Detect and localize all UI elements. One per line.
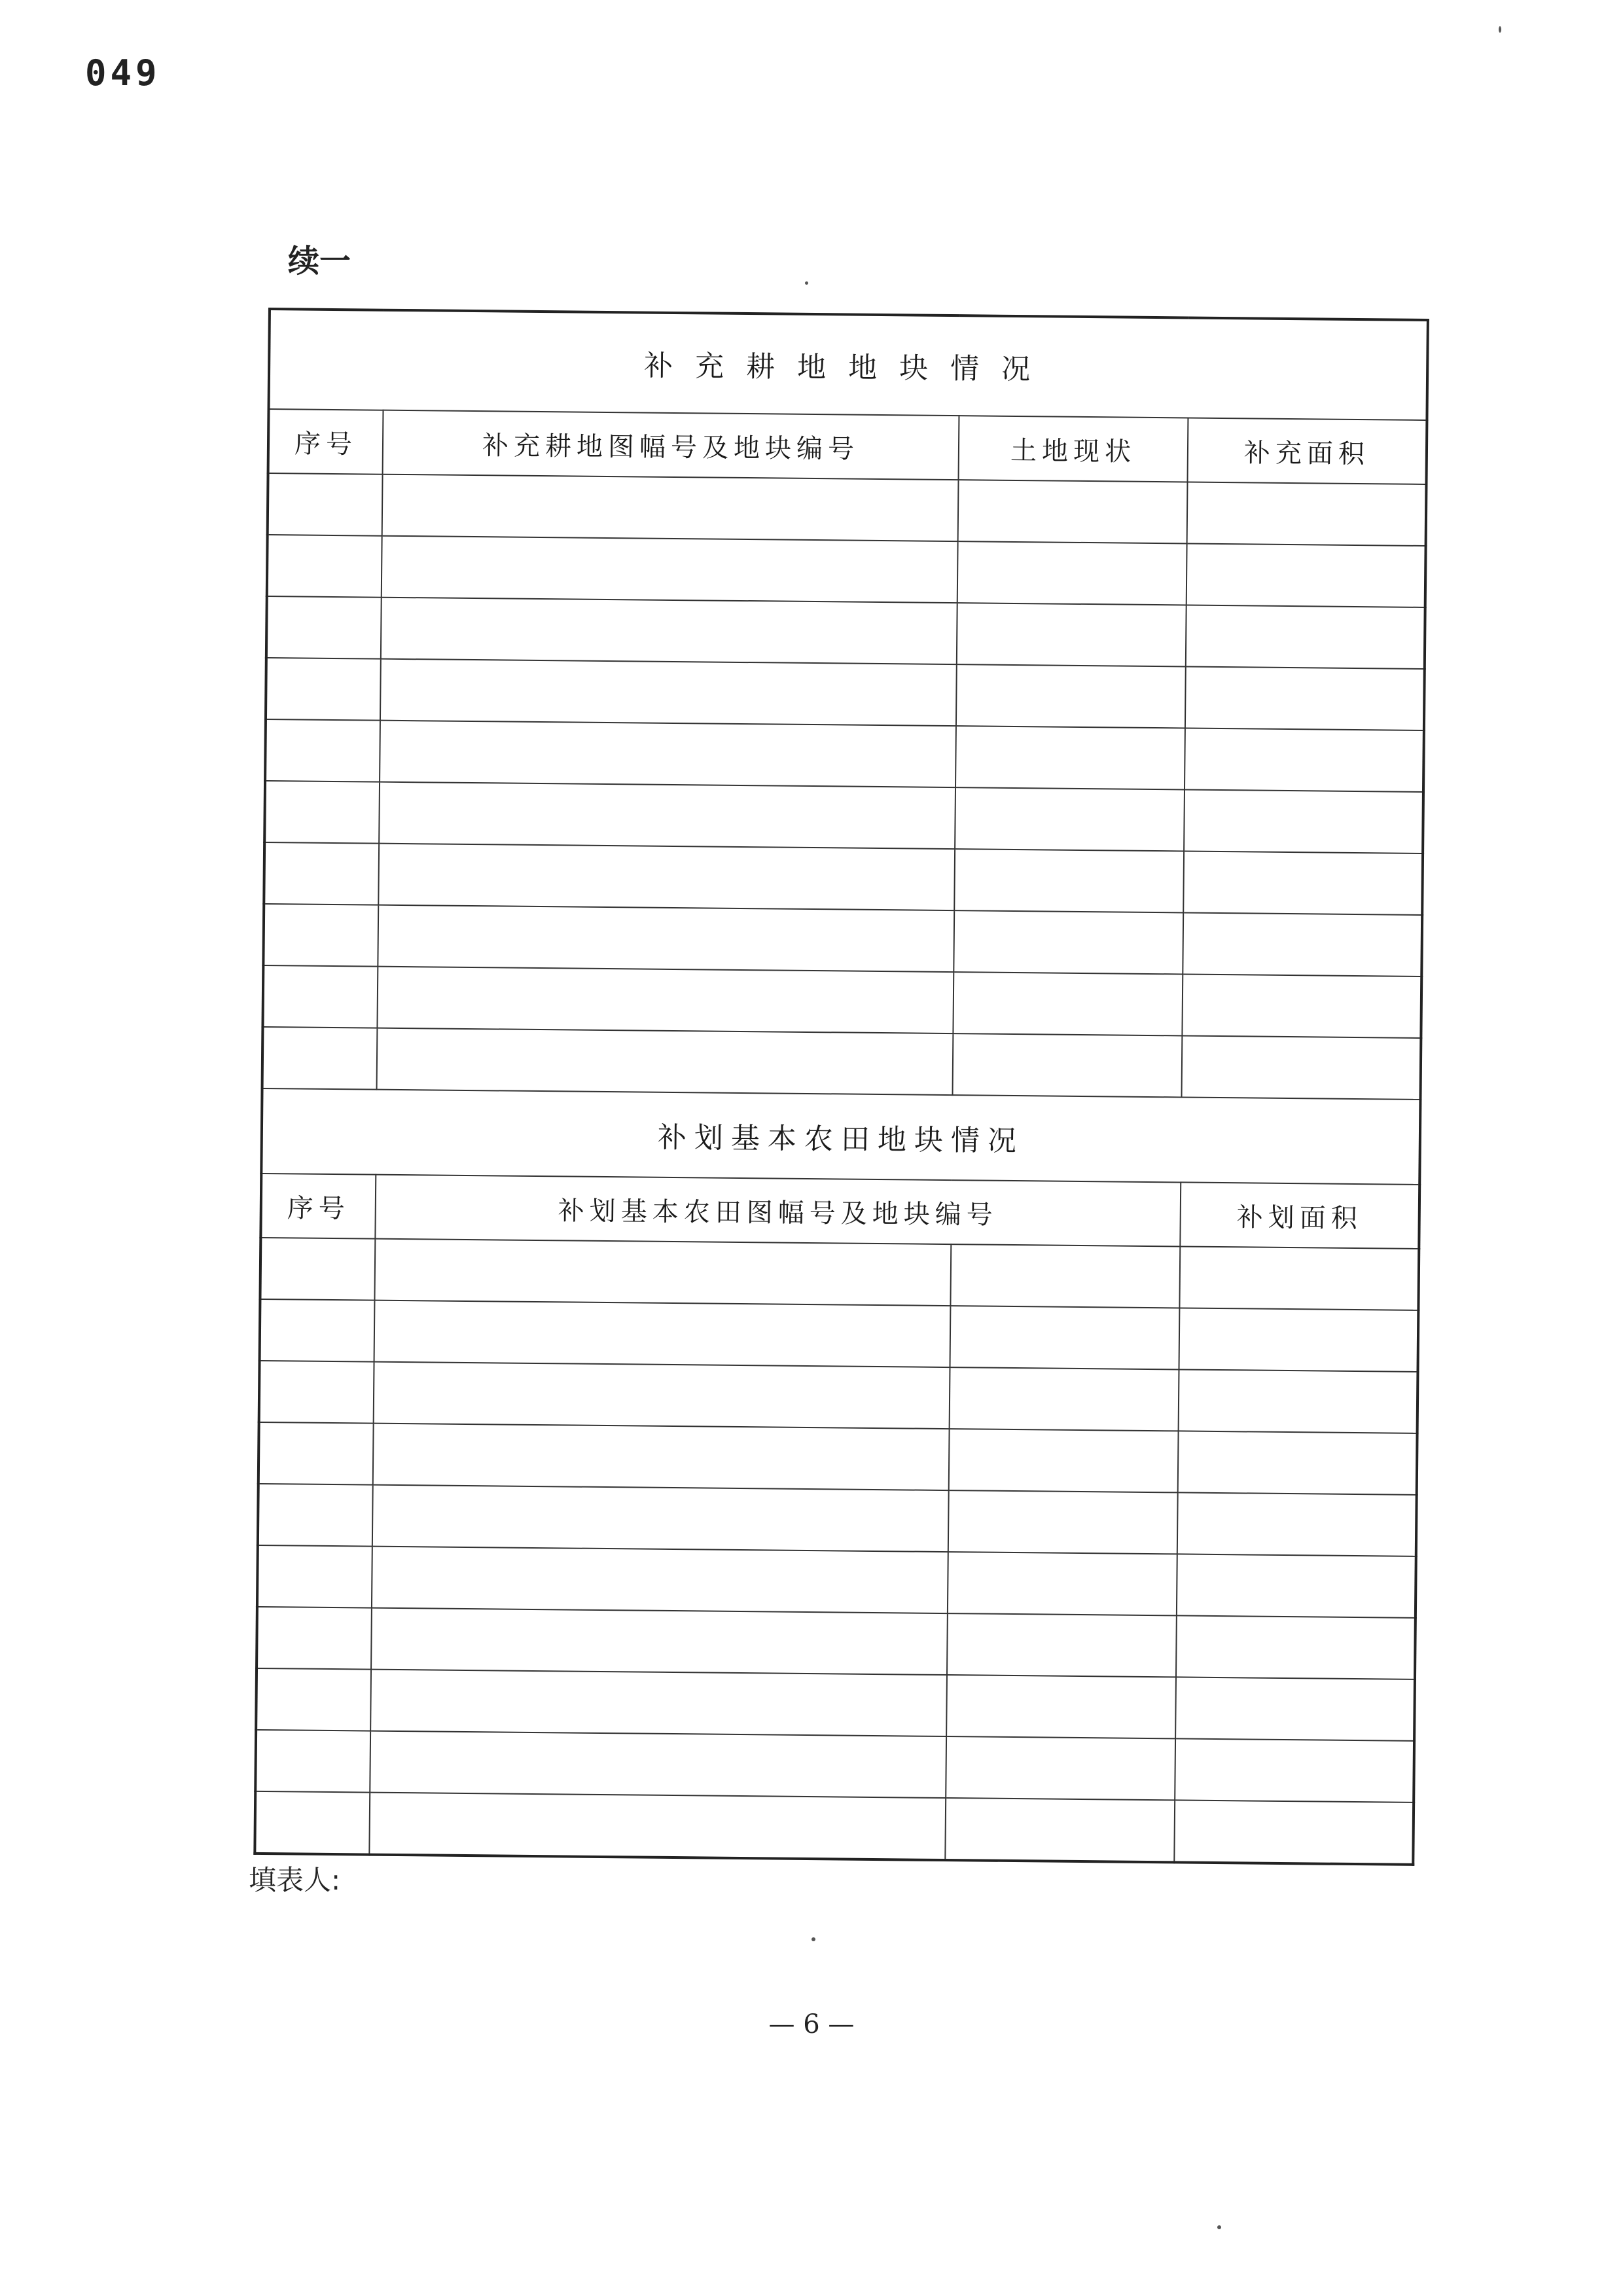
continued-label: 续一 xyxy=(288,243,351,279)
section1-header-land-status: 土地现状 xyxy=(959,416,1188,482)
page-stamp: 049 xyxy=(85,52,161,94)
section2-note-cell[interactable] xyxy=(950,1306,1180,1369)
section2-index-cell[interactable] xyxy=(259,1361,374,1424)
section1-area-cell[interactable] xyxy=(1185,666,1425,730)
section2-area-cell[interactable] xyxy=(1175,1677,1415,1740)
section2-plot-id-cell[interactable] xyxy=(370,1731,946,1798)
section2-area-cell[interactable] xyxy=(1177,1492,1417,1556)
section1-area-cell[interactable] xyxy=(1185,728,1424,791)
section2-header-area: 补划面积 xyxy=(1180,1182,1419,1248)
section1-header-area: 补充面积 xyxy=(1188,418,1427,484)
section2-index-cell[interactable] xyxy=(260,1299,375,1362)
section1-table-row xyxy=(265,719,1424,792)
section1-plot-id-cell[interactable] xyxy=(382,536,958,603)
section2-table-row xyxy=(257,1545,1416,1618)
section1-plot-id-cell[interactable] xyxy=(381,598,957,664)
section1-table-row xyxy=(264,842,1423,915)
section2-title: 补划基本农田地块情况 xyxy=(261,1088,1420,1185)
section2-note-cell[interactable] xyxy=(948,1552,1177,1615)
section1-index-cell[interactable] xyxy=(262,1027,378,1090)
section2-area-cell[interactable] xyxy=(1175,1738,1414,1802)
section2-note-cell[interactable] xyxy=(950,1367,1179,1431)
section1-plot-id-cell[interactable] xyxy=(379,782,955,849)
section2-header-row xyxy=(260,1174,1419,1249)
scan-speck xyxy=(805,281,808,285)
section1-land-status-cell[interactable] xyxy=(955,787,1185,851)
section1-title: 补充耕地地块情况 xyxy=(269,309,1428,420)
section2-note-cell[interactable] xyxy=(949,1429,1179,1492)
section2-area-cell[interactable] xyxy=(1179,1369,1418,1433)
section2-table-row xyxy=(255,1791,1414,1865)
section1-land-status-cell[interactable] xyxy=(954,849,1184,912)
section1-title-row xyxy=(269,309,1428,420)
section2-plot-id-cell[interactable] xyxy=(374,1362,950,1429)
section1-header-row xyxy=(268,409,1427,484)
section1-plot-id-cell[interactable] xyxy=(378,844,955,910)
section1-table-row xyxy=(268,473,1427,546)
section2-title-row xyxy=(261,1088,1420,1185)
section2-plot-id-cell[interactable] xyxy=(374,1300,951,1367)
section2-index-cell[interactable] xyxy=(258,1484,373,1547)
section1-land-status-cell[interactable] xyxy=(952,1033,1182,1097)
section2-note-cell[interactable] xyxy=(950,1244,1180,1308)
section1-land-status-cell[interactable] xyxy=(957,541,1187,605)
scan-speck xyxy=(1499,26,1501,33)
section1-land-status-cell[interactable] xyxy=(958,480,1188,543)
section2-plot-id-cell[interactable] xyxy=(370,1670,947,1736)
scan-speck xyxy=(812,1937,815,1941)
section1-plot-id-cell[interactable] xyxy=(380,659,957,726)
section1-index-cell[interactable] xyxy=(264,781,380,844)
section1-area-cell[interactable] xyxy=(1183,851,1423,914)
section2-table-row xyxy=(259,1422,1418,1495)
section1-table-row xyxy=(264,781,1423,853)
section2-note-cell[interactable] xyxy=(948,1490,1178,1554)
section1-index-cell[interactable] xyxy=(267,535,382,598)
section2-table-row xyxy=(255,1730,1414,1803)
section2-index-cell[interactable] xyxy=(257,1607,372,1670)
section2-table-row xyxy=(257,1607,1416,1679)
form-container xyxy=(253,308,1427,1866)
section1-header-plot-id: 补充耕地图幅号及地块编号 xyxy=(383,410,959,480)
section2-index-cell[interactable] xyxy=(255,1730,370,1793)
section1-area-cell[interactable] xyxy=(1182,974,1421,1037)
section1-area-cell[interactable] xyxy=(1184,789,1423,853)
section1-table-row xyxy=(263,904,1422,977)
section2-table-row xyxy=(259,1361,1418,1433)
section2-table-row xyxy=(258,1484,1417,1556)
section2-header-index: 序号 xyxy=(260,1174,376,1239)
section2-area-cell[interactable] xyxy=(1178,1431,1418,1494)
section2-plot-id-cell[interactable] xyxy=(372,1547,948,1613)
section1-area-cell[interactable] xyxy=(1183,912,1422,976)
section2-note-cell[interactable] xyxy=(946,1675,1176,1738)
section1-index-cell[interactable] xyxy=(266,658,381,721)
scan-speck xyxy=(1217,2225,1221,2229)
section1-index-cell[interactable] xyxy=(266,596,382,659)
section2-area-cell[interactable] xyxy=(1177,1554,1416,1617)
section2-index-cell[interactable] xyxy=(260,1238,375,1300)
section2-header-plot-id: 补划基本农田图幅号及地块编号 xyxy=(375,1175,1181,1247)
section1-area-cell[interactable] xyxy=(1187,482,1427,545)
section1-table-row xyxy=(262,1027,1421,1100)
section2-note-cell[interactable] xyxy=(945,1798,1175,1862)
section1-land-status-cell[interactable] xyxy=(957,603,1186,666)
section2-area-cell[interactable] xyxy=(1179,1246,1419,1310)
filler-label: 填表人: xyxy=(249,1864,341,1896)
section1-land-status-cell[interactable] xyxy=(953,972,1183,1035)
section2-index-cell[interactable] xyxy=(255,1791,370,1855)
section1-index-cell[interactable] xyxy=(263,904,378,967)
section2-table-row xyxy=(260,1238,1419,1310)
section2-note-cell[interactable] xyxy=(947,1613,1177,1677)
page-number: — 6 — xyxy=(768,2009,855,2039)
section1-area-cell[interactable] xyxy=(1181,1035,1421,1099)
section2-area-cell[interactable] xyxy=(1179,1308,1418,1371)
section2-plot-id-cell[interactable] xyxy=(372,1485,949,1552)
section2-area-cell[interactable] xyxy=(1174,1800,1414,1864)
section2-plot-id-cell[interactable] xyxy=(374,1239,951,1306)
section1-plot-id-cell[interactable] xyxy=(382,475,959,541)
section1-land-status-cell[interactable] xyxy=(954,910,1183,974)
section1-table-row xyxy=(266,658,1425,730)
section2-plot-id-cell[interactable] xyxy=(369,1793,946,1860)
form-table xyxy=(253,308,1429,1866)
section2-index-cell[interactable] xyxy=(256,1668,371,1731)
section1-area-cell[interactable] xyxy=(1186,605,1425,668)
section1-plot-id-cell[interactable] xyxy=(377,1028,954,1095)
section1-table-row xyxy=(267,535,1426,607)
section2-index-cell[interactable] xyxy=(257,1545,372,1608)
section2-plot-id-cell[interactable] xyxy=(373,1424,950,1490)
section1-land-status-cell[interactable] xyxy=(956,664,1186,728)
section1-table-row xyxy=(262,965,1421,1038)
section1-index-cell[interactable] xyxy=(265,719,380,782)
section1-index-cell[interactable] xyxy=(268,473,383,536)
section2-area-cell[interactable] xyxy=(1176,1615,1416,1679)
section2-plot-id-cell[interactable] xyxy=(371,1608,948,1675)
section1-land-status-cell[interactable] xyxy=(955,726,1185,789)
section2-table-row xyxy=(256,1668,1415,1741)
section1-header-index: 序号 xyxy=(268,409,383,475)
section2-note-cell[interactable] xyxy=(946,1736,1175,1800)
section1-area-cell[interactable] xyxy=(1186,543,1426,607)
section1-index-cell[interactable] xyxy=(262,965,378,1028)
section2-index-cell[interactable] xyxy=(259,1422,374,1485)
section1-plot-id-cell[interactable] xyxy=(377,967,954,1033)
section1-table-row xyxy=(266,596,1425,669)
section1-plot-id-cell[interactable] xyxy=(378,905,954,972)
section1-index-cell[interactable] xyxy=(264,842,379,905)
section2-table-row xyxy=(260,1299,1419,1372)
section1-plot-id-cell[interactable] xyxy=(380,721,956,787)
